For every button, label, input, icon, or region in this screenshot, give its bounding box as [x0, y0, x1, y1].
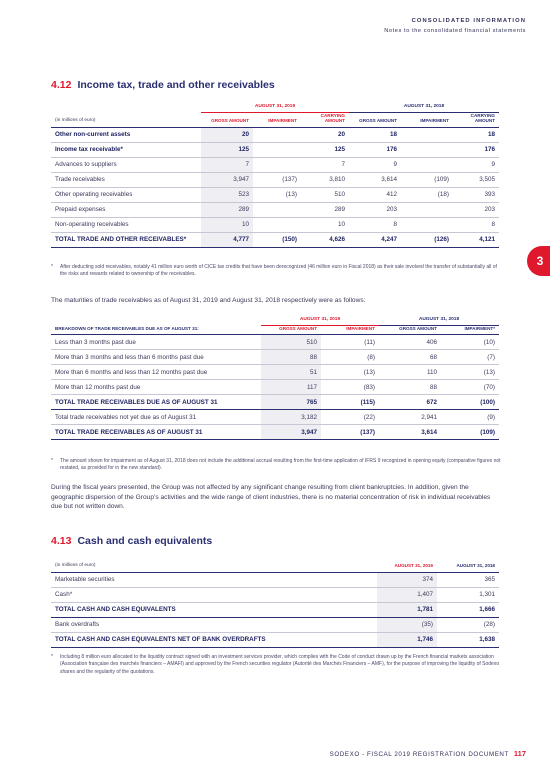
- row-label: More than 3 months and less than 6 months past due: [51, 350, 261, 365]
- table-cell: 1,746: [377, 632, 437, 647]
- table-cell: 3,614: [379, 425, 441, 440]
- table-cell: 1,638: [437, 632, 499, 647]
- table-cell: [401, 142, 453, 157]
- table-row: [51, 350, 499, 365]
- table-row: [51, 335, 499, 350]
- column-header: GROSS AMOUNT: [349, 112, 401, 127]
- table-row: [51, 217, 499, 232]
- table-row: [51, 380, 499, 395]
- table-row: [51, 410, 499, 425]
- table-cell: (70): [441, 380, 499, 395]
- table-cell: 3,810: [301, 172, 349, 187]
- row-label: Other operating receivables: [51, 187, 201, 202]
- row-label: Other non-current assets: [51, 127, 201, 142]
- table-cell: 176: [349, 142, 401, 157]
- receivables-table: [51, 102, 499, 248]
- table-cell: 1,666: [437, 602, 499, 617]
- table-row: [51, 187, 499, 202]
- row-label: Total trade receivables not yet due as of August 31: [51, 410, 261, 425]
- table-row: [51, 232, 499, 247]
- label-header: BREAKDOWN OF TRADE RECEIVABLES DUE AS OF AUGUST 31:: [51, 325, 261, 335]
- table-cell: (137): [321, 425, 379, 440]
- table-cell: (13): [253, 187, 301, 202]
- table-cell: (7): [441, 350, 499, 365]
- header-subtitle: Notes to the consolidated financial statements: [384, 28, 526, 34]
- maturities-table: [51, 315, 499, 440]
- table-row: [51, 632, 499, 647]
- table-cell: (9): [441, 410, 499, 425]
- table-cell: (11): [321, 335, 379, 350]
- table-cell: 393: [453, 187, 499, 202]
- table-row: [51, 172, 499, 187]
- table-row: [51, 572, 499, 587]
- table-cell: (109): [441, 425, 499, 440]
- table-cell: 365: [437, 572, 499, 587]
- row-label: TOTAL TRADE RECEIVABLES AS OF AUGUST 31: [51, 425, 261, 440]
- table-cell: (10): [441, 335, 499, 350]
- table-cell: 289: [301, 202, 349, 217]
- column-header: GROSS AMOUNT: [379, 325, 441, 335]
- table-row: [51, 365, 499, 380]
- row-label: Non-operating receivables: [51, 217, 201, 232]
- row-label: TOTAL TRADE RECEIVABLES DUE AS OF AUGUST 31: [51, 395, 261, 410]
- group-header-2019: AUGUST 31, 2019: [261, 315, 379, 325]
- table-cell: [253, 142, 301, 157]
- table-cell: 10: [201, 217, 253, 232]
- table-cell: 8: [349, 217, 401, 232]
- row-label: Advances to suppliers: [51, 157, 201, 172]
- table-row: [51, 425, 499, 440]
- table-cell: 117: [261, 380, 321, 395]
- table-cell: 10: [301, 217, 349, 232]
- row-label: Trade receivables: [51, 172, 201, 187]
- section-heading-4-12: [51, 79, 275, 91]
- table-cell: 2,941: [379, 410, 441, 425]
- table-cell: 1,301: [437, 587, 499, 602]
- table-cell: (28): [437, 617, 499, 632]
- section-number: 4.12: [51, 79, 72, 91]
- unit-label: (in millions of euro): [51, 112, 201, 127]
- section-number: 4.13: [51, 535, 72, 547]
- table-cell: 203: [349, 202, 401, 217]
- footer-text: SODEXO - FISCAL 2019 REGISTRATION DOCUMENT: [329, 751, 509, 758]
- table-cell: (13): [441, 365, 499, 380]
- page-number: 117: [513, 749, 526, 758]
- table-row: [51, 157, 499, 172]
- table-cell: 765: [261, 395, 321, 410]
- table-cell: 51: [261, 365, 321, 380]
- table-cell: 203: [453, 202, 499, 217]
- table-row: [51, 127, 499, 142]
- table-row: [51, 587, 499, 602]
- row-label: Bank overdrafts: [51, 617, 377, 632]
- table-cell: [253, 202, 301, 217]
- row-label: More than 6 months and less than 12 months past due: [51, 365, 261, 380]
- cash-table: [51, 558, 499, 648]
- table-cell: 4,247: [349, 232, 401, 247]
- table-cell: (22): [321, 410, 379, 425]
- table-cell: (8): [321, 350, 379, 365]
- table-cell: 3,947: [261, 425, 321, 440]
- table-cell: 8: [453, 217, 499, 232]
- table-cell: 68: [379, 350, 441, 365]
- table-cell: 125: [301, 142, 349, 157]
- group-header-2018: AUGUST 31, 2018: [349, 102, 499, 112]
- table-row: [51, 142, 499, 157]
- row-label: More than 12 months past due: [51, 380, 261, 395]
- table-cell: 289: [201, 202, 253, 217]
- table-cell: (100): [441, 395, 499, 410]
- row-label: Prepaid expenses: [51, 202, 201, 217]
- row-label: Income tax receivable*: [51, 142, 201, 157]
- table-cell: 3,182: [261, 410, 321, 425]
- row-label: Less than 3 months past due: [51, 335, 261, 350]
- table-cell: 9: [453, 157, 499, 172]
- table-cell: 3,505: [453, 172, 499, 187]
- table-cell: [401, 202, 453, 217]
- row-label: TOTAL CASH AND CASH EQUIVALENTS: [51, 602, 377, 617]
- table-cell: 88: [261, 350, 321, 365]
- page-footer: [330, 749, 526, 758]
- table-cell: 374: [377, 572, 437, 587]
- table-cell: 412: [349, 187, 401, 202]
- section-heading-4-13: [51, 535, 212, 547]
- group-header-2019: AUGUST 31, 2019: [201, 102, 349, 112]
- footnote-maturities: * The amount shown for impairment as of August 31, 2018 does not include the additional accrual resulting from the first-time application of IFRS 9 recognized in opening equity (comparative figures not restated, as provided for in the new standard).: [51, 458, 501, 472]
- table-cell: 1,781: [377, 602, 437, 617]
- table-cell: 18: [349, 127, 401, 142]
- row-label: Marketable securities: [51, 572, 377, 587]
- table-cell: 7: [201, 157, 253, 172]
- table-cell: 20: [201, 127, 253, 142]
- section-title: Income tax, trade and other receivables: [77, 79, 275, 91]
- column-header: GROSS AMOUNT: [201, 112, 253, 127]
- table-cell: 176: [453, 142, 499, 157]
- table-cell: [401, 217, 453, 232]
- footnote-4-12: * After deducting sold receivables, notably 41 million euro worth of CICE tax credits that have been derecognized (46 million euro in Fiscal 2018) as their sale involved the transfer of substantially all of the risks and rewards related to ownership of the receivables.: [51, 264, 497, 278]
- table-cell: 3,947: [201, 172, 253, 187]
- column-header: AUGUST 31, 2019: [377, 558, 437, 572]
- unit-label: (in millions of euro): [51, 558, 377, 572]
- table-cell: 4,777: [201, 232, 253, 247]
- table-row: [51, 395, 499, 410]
- page-header: [384, 18, 526, 34]
- column-header: IMPAIRMENT: [253, 112, 301, 127]
- table-cell: 672: [379, 395, 441, 410]
- table-cell: 20: [301, 127, 349, 142]
- table-cell: [401, 127, 453, 142]
- row-label: Cash*: [51, 587, 377, 602]
- table-cell: 7: [301, 157, 349, 172]
- table-cell: 18: [453, 127, 499, 142]
- column-header: CARRYING AMOUNT: [301, 112, 349, 127]
- table-cell: [401, 157, 453, 172]
- table-cell: [253, 217, 301, 232]
- table-cell: 510: [301, 187, 349, 202]
- table-row: [51, 202, 499, 217]
- column-header: IMPAIRMENT*: [441, 325, 499, 335]
- table-cell: 510: [261, 335, 321, 350]
- maturities-intro: The maturities of trade receivables as of August 31, 2019 and August 31, 2018 respectively were as follows:: [51, 297, 366, 304]
- table-row: [51, 617, 499, 632]
- table-cell: 3,614: [349, 172, 401, 187]
- column-header: IMPAIRMENT: [401, 112, 453, 127]
- table-cell: (137): [253, 172, 301, 187]
- row-label: TOTAL TRADE AND OTHER RECEIVABLES*: [51, 232, 201, 247]
- table-cell: (83): [321, 380, 379, 395]
- chapter-tab[interactable]: 3: [527, 246, 550, 276]
- column-header: CARRYING AMOUNT: [453, 112, 499, 127]
- column-header: AUGUST 31, 2018: [437, 558, 499, 572]
- table-cell: 4,626: [301, 232, 349, 247]
- table-cell: 125: [201, 142, 253, 157]
- table-cell: 9: [349, 157, 401, 172]
- table-cell: 4,121: [453, 232, 499, 247]
- table-cell: 88: [379, 380, 441, 395]
- table-cell: (13): [321, 365, 379, 380]
- table-cell: [253, 157, 301, 172]
- table-cell: 406: [379, 335, 441, 350]
- header-title: CONSOLIDATED INFORMATION: [411, 18, 526, 24]
- row-label: TOTAL CASH AND CASH EQUIVALENTS NET OF BANK OVERDRAFTS: [51, 632, 377, 647]
- table-cell: (18): [401, 187, 453, 202]
- table-row: [51, 602, 499, 617]
- table-cell: [253, 127, 301, 142]
- table-cell: (115): [321, 395, 379, 410]
- column-header: IMPAIRMENT: [321, 325, 379, 335]
- table-cell: (150): [253, 232, 301, 247]
- column-header: GROSS AMOUNT: [261, 325, 321, 335]
- table-cell: 523: [201, 187, 253, 202]
- table-cell: (35): [377, 617, 437, 632]
- footnote-cash: * Including 8 million euro allocated to the liquidity contract signed with an investment services provider, which complies with the Code of conduct drawn up by the French financial markets association (Association française des marchés financiers – AMAFI) and approved by the French securities regulator (Autorité des Marchés Financiers – AMF), for the purpose of improving the liquidity of Sodexo shares and the regularity of the quotations.: [51, 654, 500, 675]
- table-cell: 1,407: [377, 587, 437, 602]
- table-cell: (126): [401, 232, 453, 247]
- table-cell: (109): [401, 172, 453, 187]
- group-header-2018: AUGUST 31, 2018: [379, 315, 499, 325]
- section-title: Cash and cash equivalents: [77, 535, 213, 547]
- bankruptcy-paragraph: During the fiscal years presented, the Group was not affected by any significant change resulting from client bankruptcies. In addition, given the geographic dispersion of the Group’s activities and the wide range of client industries, there is no material concentration of risk in individual receivables due but not written down.: [51, 484, 491, 511]
- table-cell: 110: [379, 365, 441, 380]
